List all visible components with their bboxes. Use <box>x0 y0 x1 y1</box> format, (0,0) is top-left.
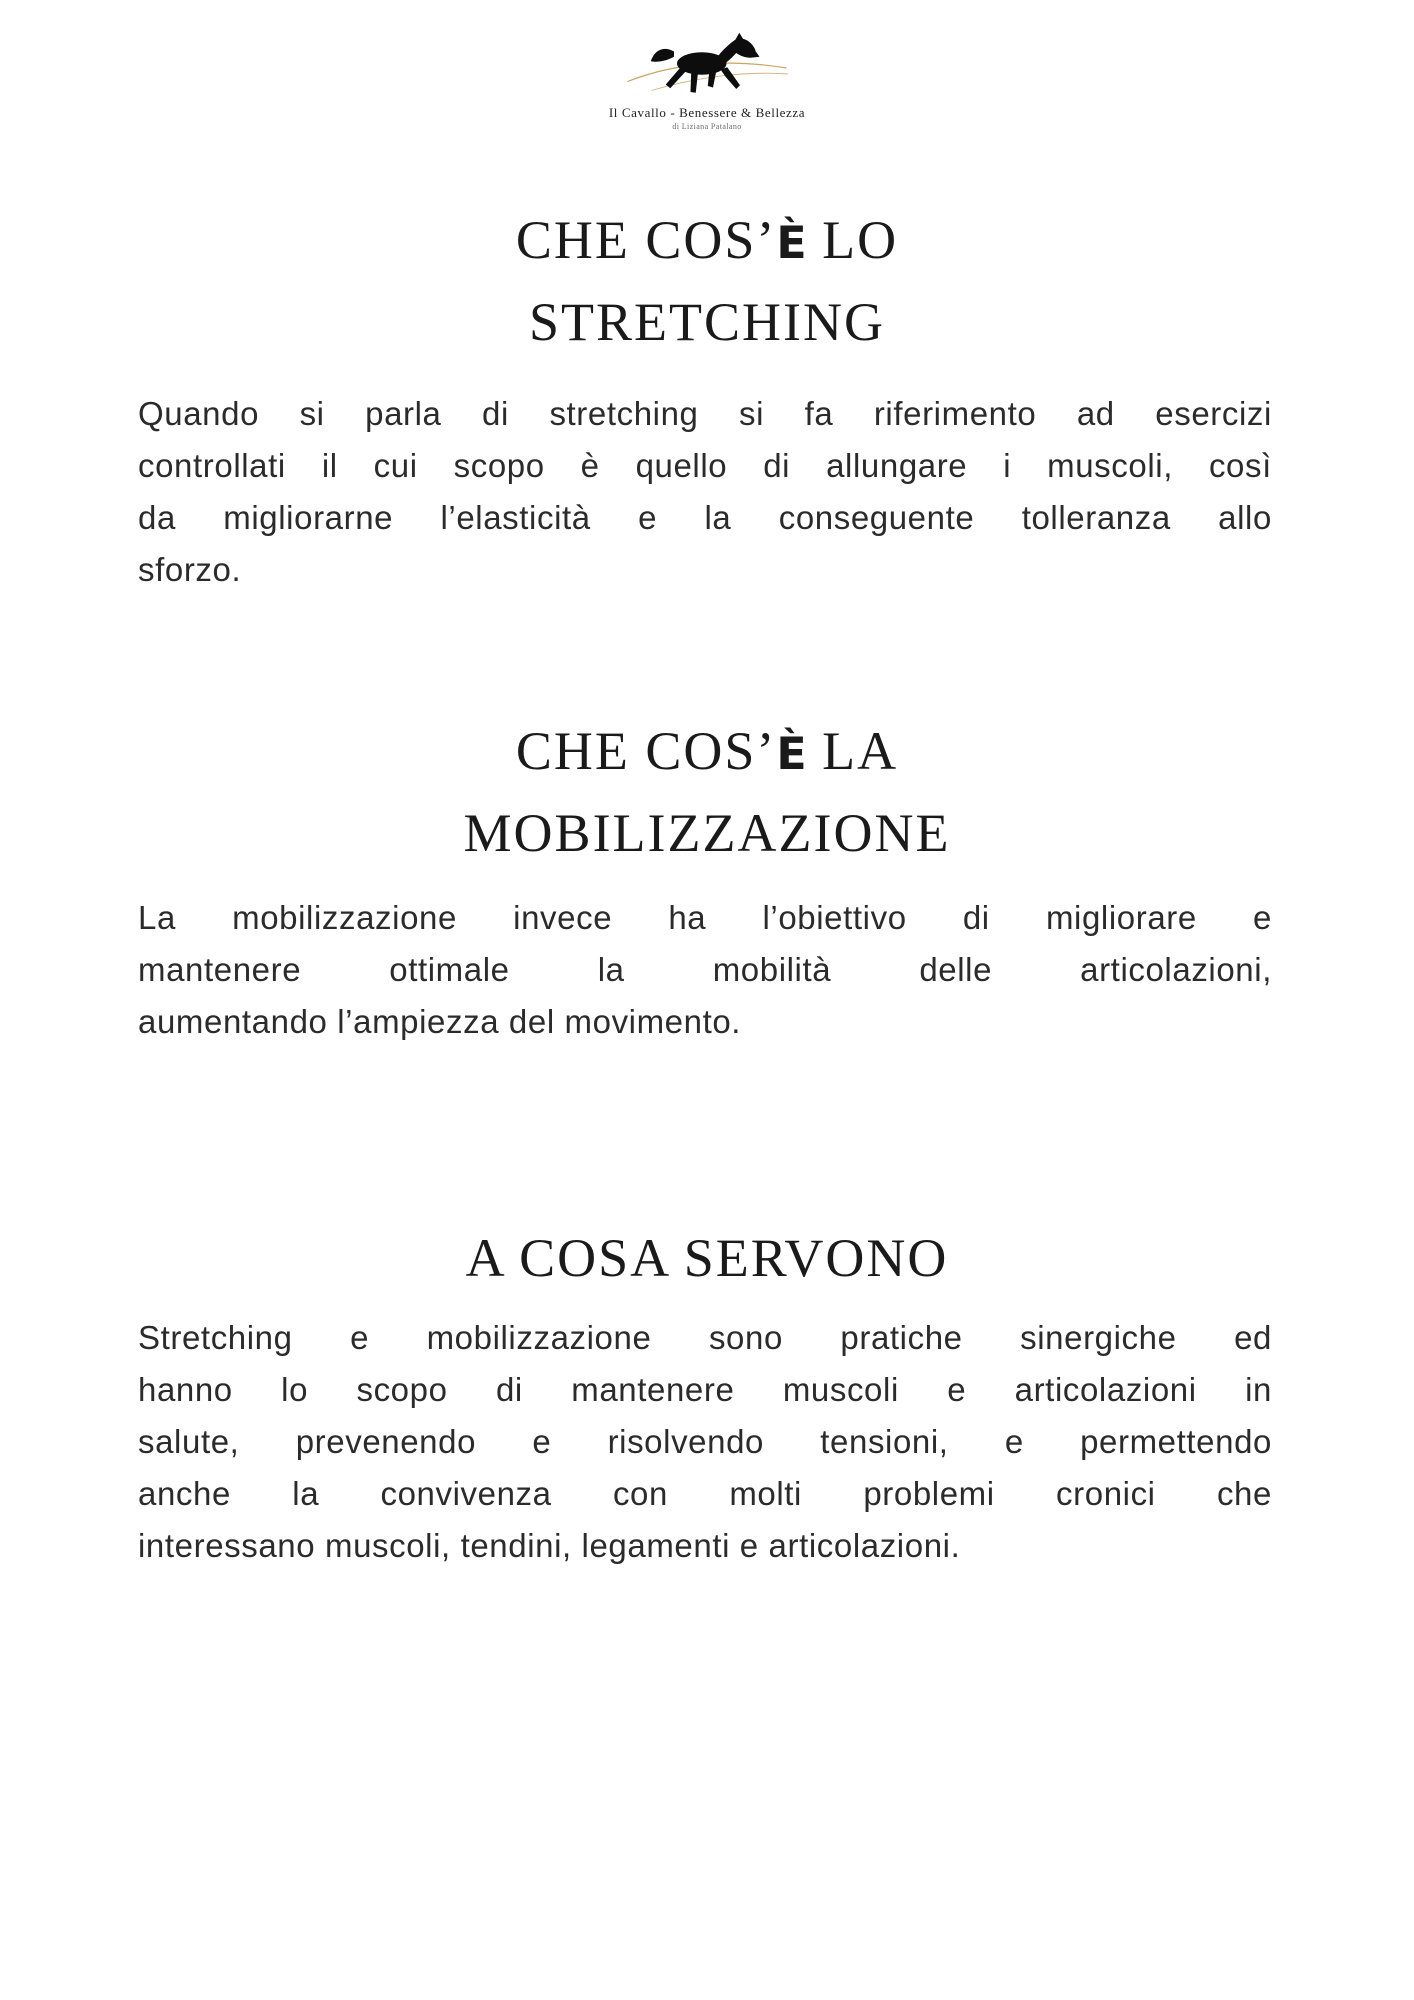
logo-subtitle: di Liziana Patalano <box>672 122 742 131</box>
paragraph-line: Stretching e mobilizzazione sono pratiche sinergiche ed <box>138 1319 1272 1356</box>
paragraph-a-cosa-servono <box>0 1312 1414 1572</box>
heading-line <box>0 794 1414 872</box>
paragraph-line: aumentando l’ampiezza del movimento. <box>138 1003 742 1040</box>
heading-text: CHE COS’ <box>515 721 777 781</box>
heading-text: LO <box>806 210 899 270</box>
paragraph-line: anche la convivenza con molti problemi cronici che <box>138 1475 1272 1512</box>
heading-accent-letter: È <box>776 729 807 780</box>
section-heading-mobilizzazione <box>0 712 1414 872</box>
paragraph-line: Quando si parla di stretching si fa riferimento ad esercizi <box>138 395 1272 432</box>
paragraph-line: La mobilizzazione invece ha l’obiettivo di migliorare e <box>138 899 1272 936</box>
paragraph-line: da migliorarne l’elasticità e la conseguente tolleranza allo <box>138 499 1272 536</box>
heading-text: CHE COS’ <box>515 210 777 270</box>
heading-line <box>0 1219 1414 1297</box>
paragraph-line: sforzo. <box>138 551 242 588</box>
paragraph-line: interessano muscoli, tendini, legamenti e articolazioni. <box>138 1527 961 1564</box>
paragraph-line: hanno lo scopo di mantenere muscoli e articolazioni in <box>138 1371 1272 1408</box>
horse-logo-icon <box>622 26 792 104</box>
paragraph-mobilizzazione <box>0 892 1414 1048</box>
heading-text: MOBILIZZAZIONE <box>463 803 951 863</box>
paragraph-line: salute, prevenendo e risolvendo tensioni, e permettendo <box>138 1423 1272 1460</box>
heading-text: A COSA SERVONO <box>465 1228 949 1288</box>
paragraph-line: controllati il cui scopo è quello di allungare i muscoli, così <box>138 447 1272 484</box>
heading-line <box>0 201 1414 283</box>
heading-line <box>0 712 1414 794</box>
logo-name: Il Cavallo - Benessere & Bellezza <box>608 105 806 120</box>
section-heading-stretching <box>0 201 1414 361</box>
heading-accent-letter: È <box>776 218 807 269</box>
logo <box>0 0 1414 131</box>
paragraph-line: mantenere ottimale la mobilità delle articolazioni, <box>138 951 1272 988</box>
heading-text: STRETCHING <box>529 292 885 352</box>
section-heading-a-cosa-servono <box>0 1219 1414 1297</box>
heading-line <box>0 283 1414 361</box>
heading-text: LA <box>806 721 899 781</box>
paragraph-stretching <box>0 388 1414 596</box>
